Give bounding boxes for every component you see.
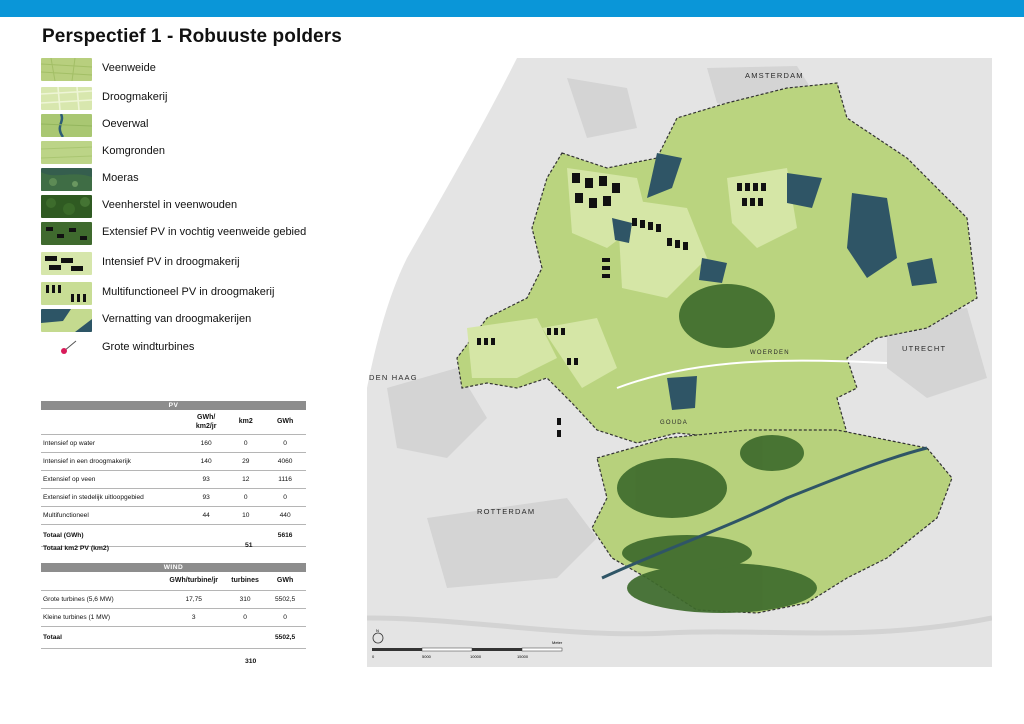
cell: 0 [264, 608, 306, 626]
total-label: Totaal [41, 626, 161, 648]
wind-header-turbines: turbines [226, 572, 264, 590]
cell: 0 [226, 608, 264, 626]
wind-turbines-total: 310 [245, 658, 257, 665]
cell: 3 [161, 608, 226, 626]
cell: 5502,5 [264, 590, 306, 608]
legend-label: Veenweide [102, 62, 156, 74]
north-arrow-icon [373, 633, 383, 643]
cell: 160 [185, 434, 227, 452]
legend-item-vernatting [41, 309, 341, 333]
legend-item-intensief-pv [41, 252, 341, 276]
legend-item-veenherstel [41, 195, 341, 219]
cell: 0 [264, 488, 306, 506]
cell: 0 [227, 488, 264, 506]
droogmakerij-swatch [41, 87, 92, 110]
cell: 440 [264, 506, 306, 524]
cell: 12 [227, 470, 264, 488]
vernatting-swatch [41, 309, 92, 332]
table-total-row [41, 524, 306, 546]
cell: 0 [264, 434, 306, 452]
river-waal [367, 618, 992, 634]
cell: 93 [185, 488, 227, 506]
pv-header-gwh: GWh [264, 410, 306, 434]
legend-label: Intensief PV in droogmakerij [102, 256, 240, 268]
cell: 17,75 [161, 590, 226, 608]
pv-table [41, 401, 306, 547]
scale-unit-label: Meter [552, 640, 563, 645]
legend-item-droogmakerij [41, 87, 341, 111]
table-row [41, 470, 306, 488]
legend-label: Vernatting van droogmakerijen [102, 313, 252, 325]
scale-label-10000: 10000 [470, 654, 482, 659]
row-label: Multifunctioneel [41, 506, 185, 524]
legend-label: Veenherstel in veenwouden [102, 199, 238, 211]
table-row [41, 452, 306, 470]
row-label: Extensief op veen [41, 470, 185, 488]
city-label-gouda: GOUDA [660, 420, 689, 426]
komgronden-swatch [41, 141, 92, 164]
legend-item-veenweide [41, 58, 341, 82]
pv-header-gwh-per-km2: GWh/ km2/jr [185, 410, 227, 434]
table-row [41, 590, 306, 608]
cell: 93 [185, 470, 227, 488]
table-row [41, 488, 306, 506]
wind-header-gwh: GWh [264, 572, 306, 590]
multifunctioneel-pv-swatch [41, 282, 92, 305]
scale-label-0: 0 [372, 654, 375, 659]
cell: 10 [227, 506, 264, 524]
legend-label: Oeverwal [102, 118, 149, 130]
cell: 140 [185, 452, 227, 470]
row-label: Extensief in stedelijk uitloopgebied [41, 488, 185, 506]
legend-label: Extensief PV in vochtig veenweide gebied [102, 226, 307, 238]
cell: 310 [226, 590, 264, 608]
pv-km2-total-value: 51 [245, 542, 253, 549]
city-label-utrecht: UTRECHT [902, 344, 947, 353]
legend-item-multifunctioneel-pv [41, 282, 341, 306]
legend-item-moeras [41, 168, 341, 192]
legend-item-komgronden [41, 141, 341, 165]
pv-table-section-header: PV [41, 401, 306, 410]
table-row [41, 506, 306, 524]
page-title: Perspectief 1 - Robuuste polders [42, 26, 342, 47]
cell: 29 [227, 452, 264, 470]
cell: 44 [185, 506, 227, 524]
legend-label: Multifunctioneel PV in droogmakerij [102, 286, 275, 298]
row-label: Intensief op water [41, 434, 185, 452]
top-accent-bar [0, 0, 1024, 17]
oeverwal-swatch [41, 114, 92, 137]
scale-label-5000: 5000 [422, 654, 431, 659]
cell: 4060 [264, 452, 306, 470]
wind-turbine-pin-icon [59, 339, 81, 355]
scale-bar [372, 648, 562, 651]
table-row [41, 434, 306, 452]
legend-label: Droogmakerij [102, 91, 168, 103]
city-label-den-haag: DEN HAAG [369, 373, 418, 382]
veenweide-swatch [41, 58, 92, 81]
row-label: Grote turbines (5,6 MW) [41, 590, 161, 608]
wind-header-blank [41, 572, 161, 590]
total-value: 5616 [264, 524, 306, 546]
table-total-row [41, 626, 306, 648]
row-label: Intensief in een droogmakerijk [41, 452, 185, 470]
legend-item-oeverwal [41, 114, 341, 138]
total-label: Totaal (GWh) [41, 524, 185, 546]
pv-header-blank [41, 410, 185, 434]
extensief-pv-swatch [41, 222, 92, 245]
intensief-pv-swatch [41, 252, 92, 275]
legend-item-windturbines [41, 337, 341, 361]
legend-item-extensief-pv [41, 222, 341, 246]
wind-table-section-header: WIND [41, 563, 306, 572]
pv-km2-total-label: Totaal km2 PV (km2) [43, 545, 109, 552]
north-label: N [376, 628, 379, 633]
city-label-rotterdam: ROTTERDAM [477, 507, 536, 516]
map-canvas[interactable] [367, 58, 992, 667]
row-label: Kleine turbines (1 MW) [41, 608, 161, 626]
legend-label: Moeras [102, 172, 139, 184]
table-row [41, 608, 306, 626]
legend-label: Grote windturbines [102, 341, 195, 353]
cell: 1116 [264, 470, 306, 488]
pv-header-km2: km2 [227, 410, 264, 434]
scale-label-15000: 15000 [517, 654, 529, 659]
legend-label: Komgronden [102, 145, 165, 157]
city-label-amsterdam: AMSTERDAM [745, 71, 804, 80]
total-value: 5502,5 [264, 626, 306, 648]
map-panel[interactable] [367, 58, 992, 667]
wind-header-gwh-per-turbine: GWh/turbine/jr [161, 572, 226, 590]
cell: 0 [227, 434, 264, 452]
city-label-woerden: WOERDEN [750, 350, 790, 356]
wind-table [41, 563, 306, 649]
veenherstel-swatch [41, 195, 92, 218]
moeras-swatch [41, 168, 92, 191]
